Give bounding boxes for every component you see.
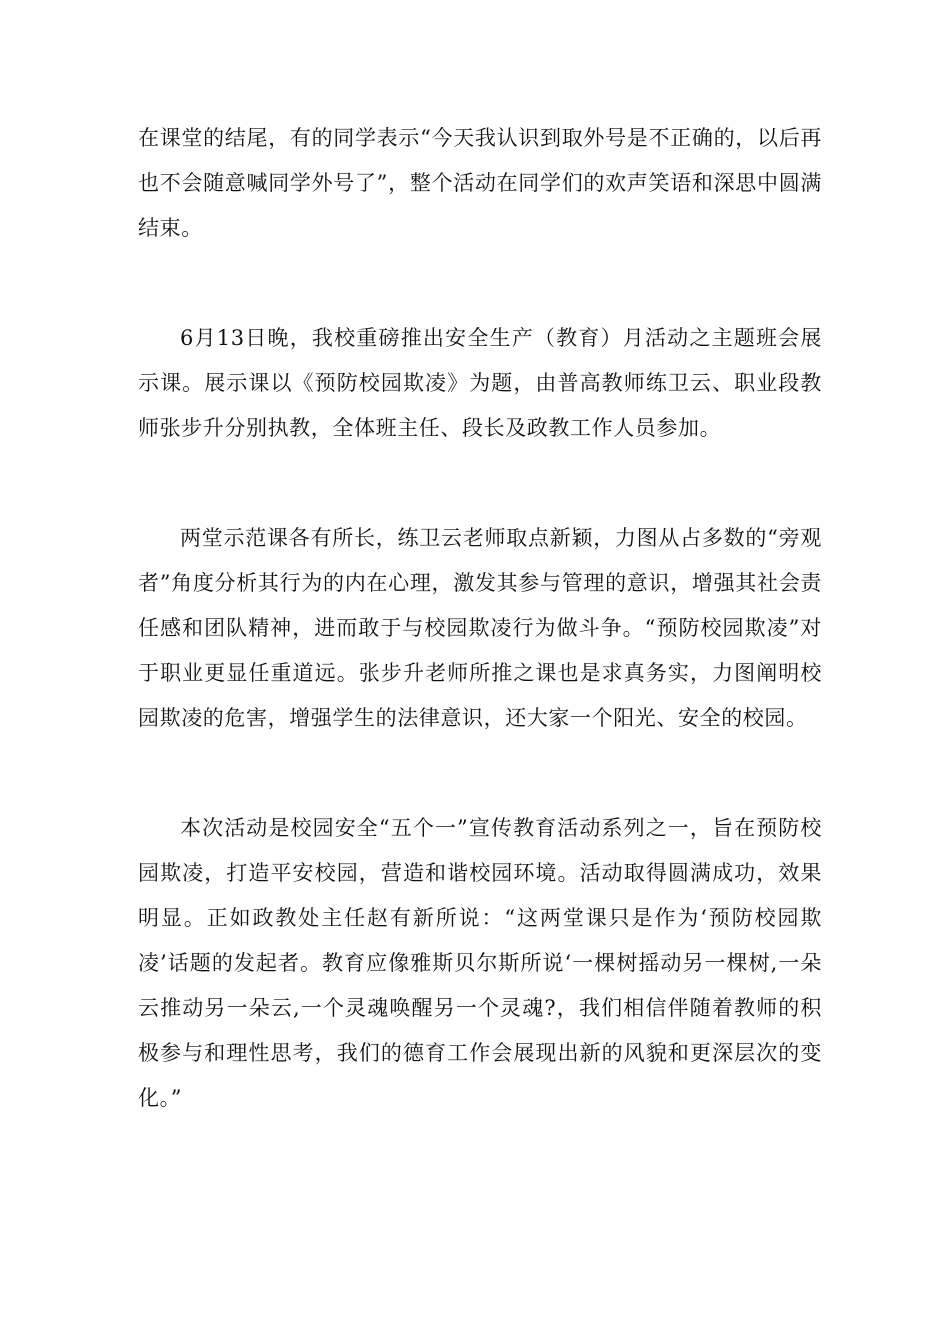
paragraph-2: 6月13日晚，我校重磅推出安全生产（教育）月活动之主题班会展示课。展示课以《预防校园欺凌》为题，由普高教师练卫云、职业段教师张步升分别执教，全体班主任、段长及政教工作人员参加。 (138, 326, 822, 440)
paragraph-1: 在课堂的结尾，有的同学表示“今天我认识到取外号是不正确的，以后再也不会随意喊同学外号了”，整个活动在同学们的欢声笑语和深思中圆满结束。 (138, 126, 822, 240)
document-body (138, 116, 822, 1121)
paragraph-4: 本次活动是校园安全“五个一”宣传教育活动系列之一，旨在预防校园欺凌，打造平安校园，营造和谐校园环境。活动取得圆满成功，效果明显。正如政教处主任赵有新所说：“这两堂课只是作为‘预防校园欺凌’话题的发起者。教育应像雅斯贝尔斯所说‘一棵树摇动另一棵树,一朵云推动另一朵云,一个灵魂唤醒另一个灵魂?，我们相信伴随着教师的积极参与和理性思考，我们的德育工作会展现出新的风貌和更深层次的变化。” (138, 816, 822, 1110)
paragraph-3: 两堂示范课各有所长，练卫云老师取点新颖，力图从占多数的“旁观者”角度分析其行为的内在心理，激发其参与管理的意识，增强其社会责任感和团队精神，进而敢于与校园欺凌行为做斗争。“预防校园欺凌”对于职业更显任重道远。张步升老师所推之课也是求真务实，力图阐明校园欺凌的危害，增强学生的法律意识，还大家一个阳光、安全的校园。 (138, 526, 822, 730)
